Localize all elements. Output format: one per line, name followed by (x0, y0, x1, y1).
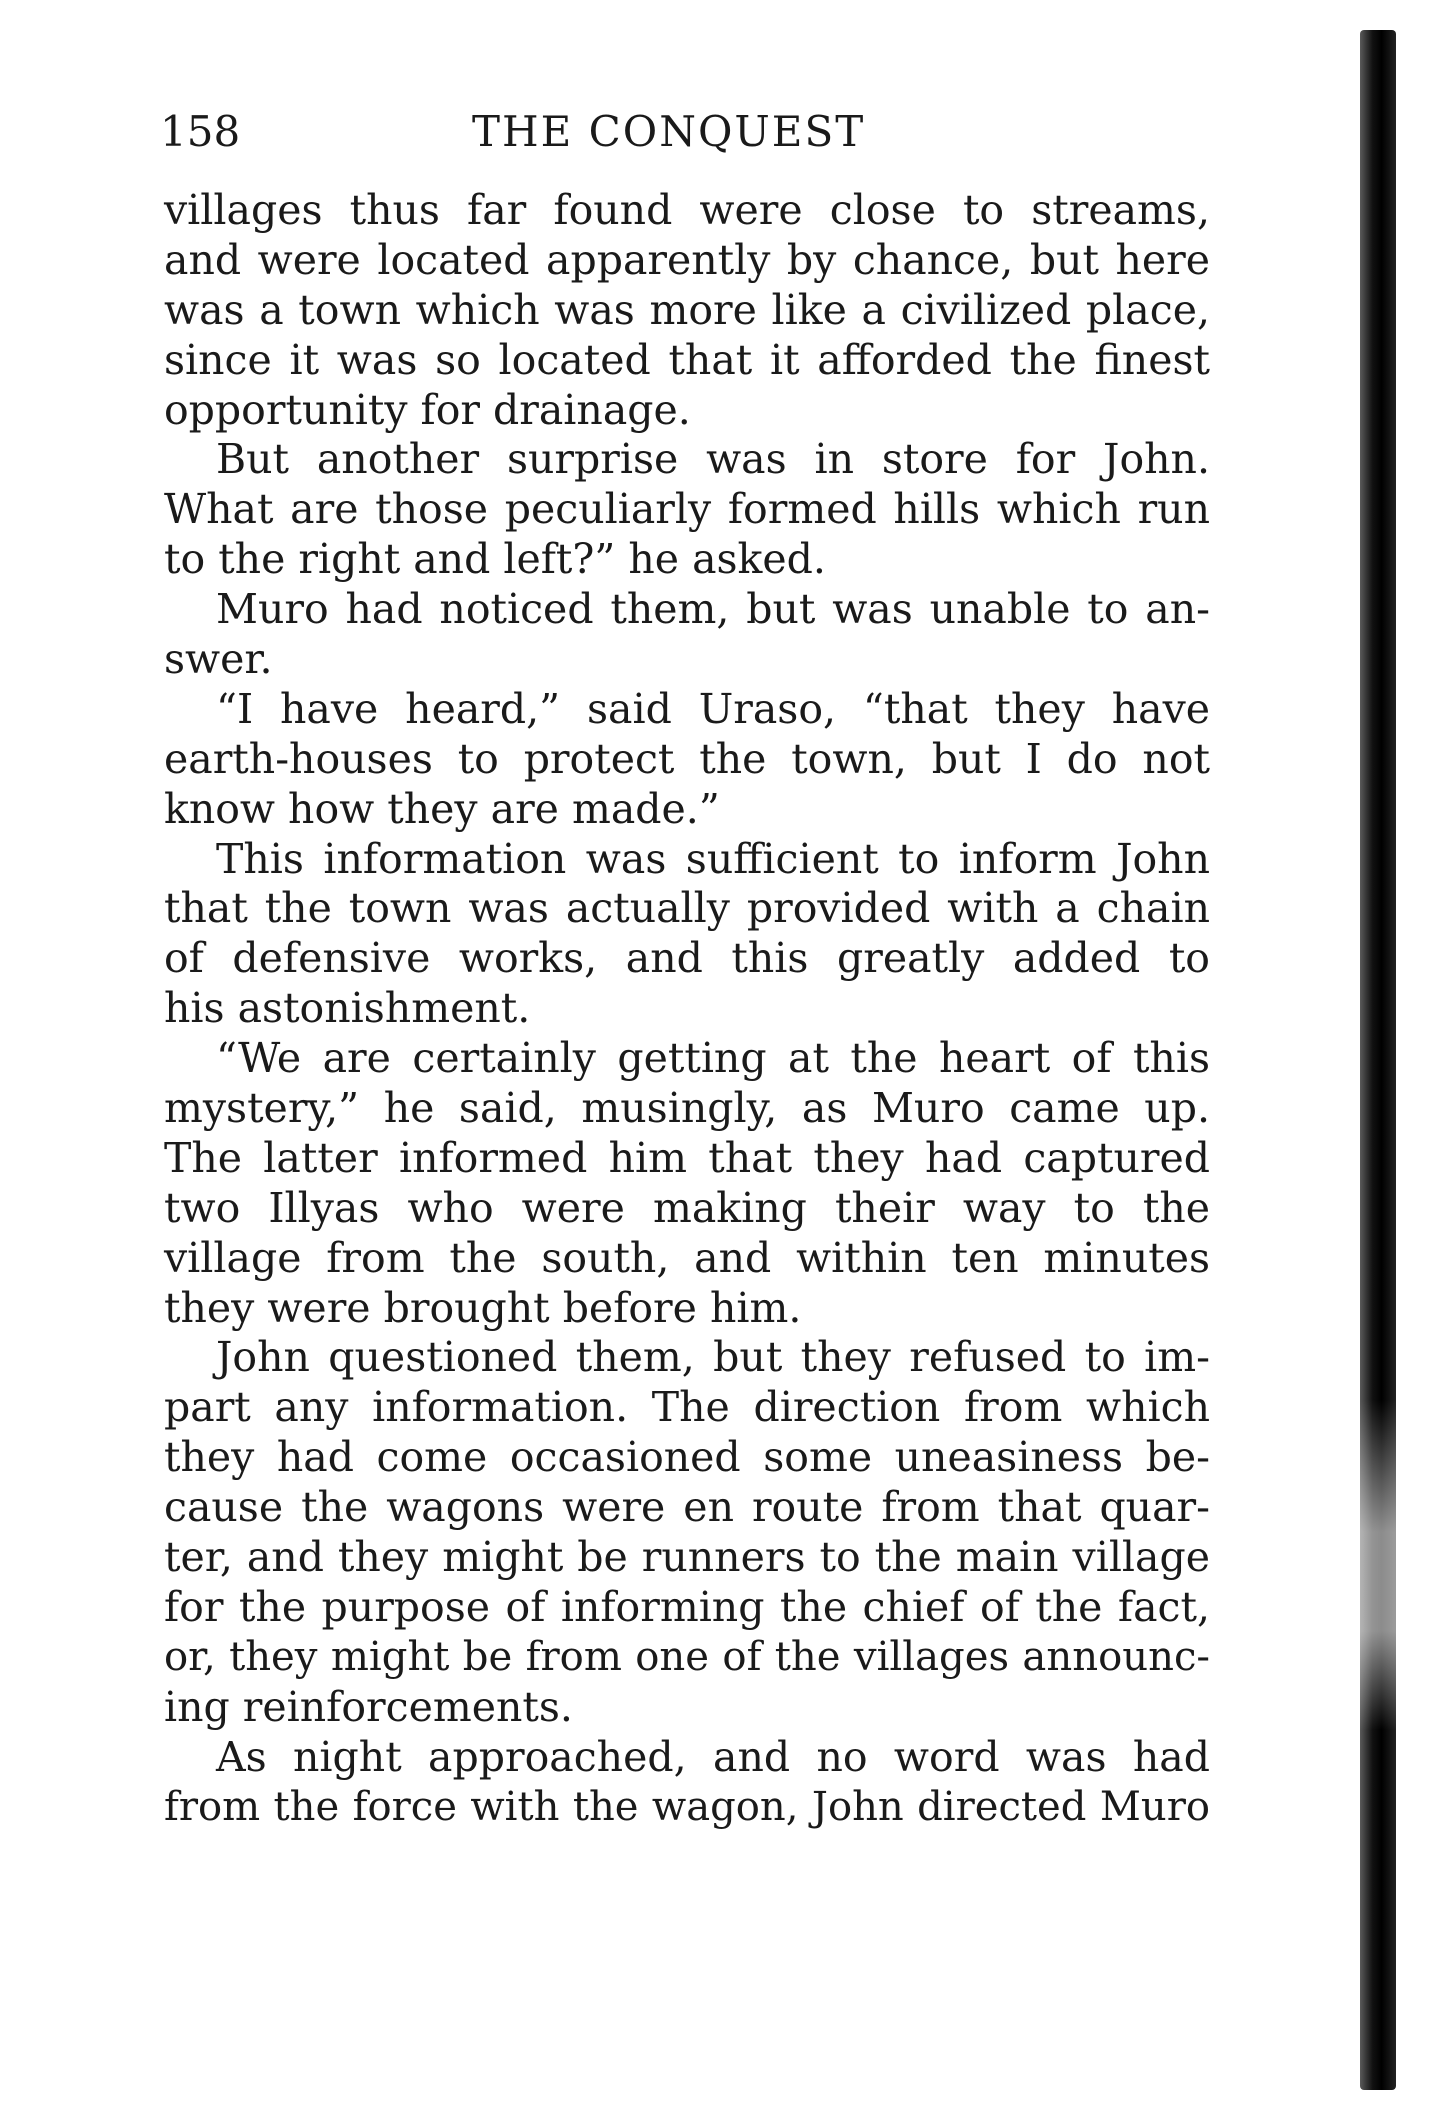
paragraph-start-line: “I have heard,” said Uraso, “that they have (216, 684, 1210, 733)
text-line: since it was so located that it afforded the finest (164, 335, 1210, 384)
text-line: his astonishment. (164, 984, 531, 1033)
text-line: that the town was actually provided with a chain (164, 884, 1210, 933)
text-line: two Illyas who were making their way to the (164, 1183, 1210, 1232)
running-title: THE CONQUEST (472, 107, 866, 156)
text-line: or, they might be from one of the villages announc- (164, 1633, 1210, 1680)
binding-shadow (1352, 0, 1454, 2106)
text-line: they had come occasioned some uneasiness be- (164, 1433, 1210, 1482)
paragraph-start-line: John questioned them, but they refused to im- (216, 1333, 1210, 1382)
text-line: they were brought before him. (164, 1283, 802, 1332)
text-line: cause the wagons were en route from that quar- (164, 1483, 1210, 1532)
text-line: village from the south, and within ten minutes (164, 1233, 1210, 1282)
paragraph-start-line: “We are certainly getting at the heart of this (216, 1034, 1210, 1083)
text-line: earth-houses to protect the town, but I do not (164, 734, 1210, 783)
paragraph-start-line: This information was sufficient to inform John (216, 834, 1210, 883)
text-line: mystery,” he said, musingly, as Muro came up. (164, 1084, 1210, 1133)
text-line: know how they are made.” (164, 784, 720, 833)
binding-strip (1360, 30, 1396, 2090)
text-line: The latter informed him that they had captured (164, 1133, 1210, 1182)
text-line: part any information. The direction from which (164, 1383, 1210, 1432)
text-line: was a town which was more like a civilized place, (164, 285, 1210, 334)
text-line: for the purpose of informing the chief of the fact, (164, 1582, 1210, 1631)
body-text (164, 186, 1210, 1832)
text-line: opportunity for drainage. (164, 385, 691, 434)
text-line: What are those peculiarly formed hills which run (164, 485, 1210, 534)
text-line: villages thus far found were close to streams, (164, 186, 1210, 234)
paragraph-start-line: Muro had noticed them, but was unable to an- (216, 585, 1210, 634)
paragraph-start-line: As night approached, and no word was had (216, 1732, 1210, 1781)
text-line: from the force with the wagon, John directed Muro (164, 1783, 1210, 1830)
text-line: ter, and they might be runners to the main village (164, 1533, 1210, 1582)
paragraph-start-line: But another surprise was in store for John. (216, 435, 1210, 484)
text-line: ing reinforcements. (164, 1682, 573, 1731)
binding-fade (1356, 1400, 1400, 1730)
text-line: swer. (164, 635, 273, 684)
page-number: 158 (160, 107, 241, 156)
text-line: to the right and left?” he asked. (164, 535, 826, 584)
text-line: of defensive works, and this greatly added to (164, 934, 1210, 983)
text-line: and were located apparently by chance, but here (164, 235, 1210, 284)
page-header (160, 102, 1210, 162)
